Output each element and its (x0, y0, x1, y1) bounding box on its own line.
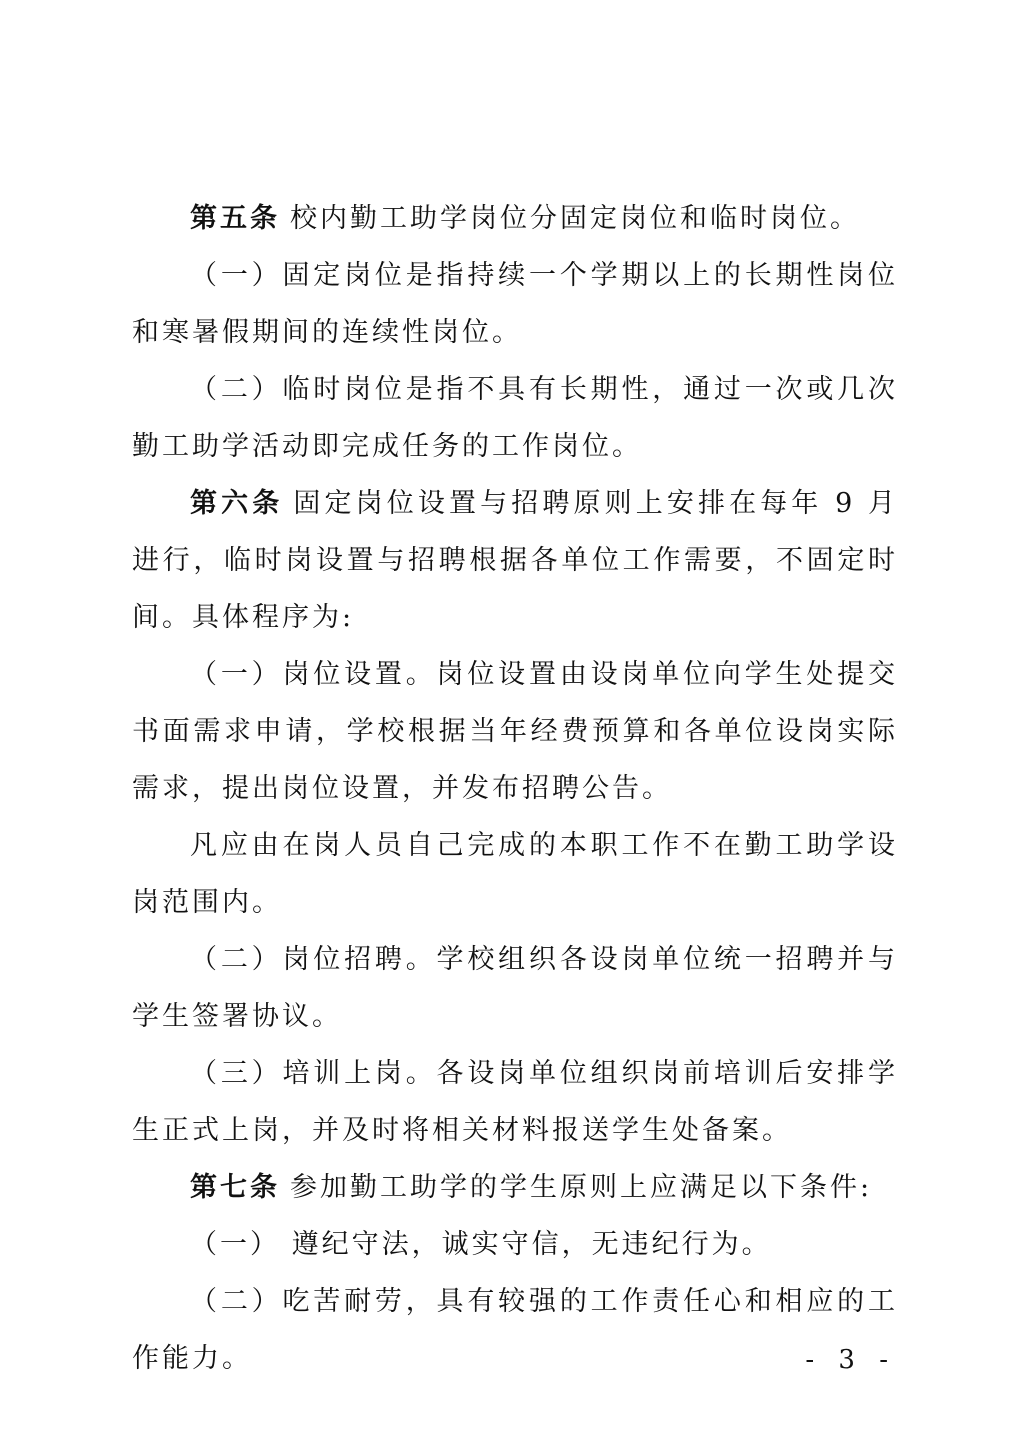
document-body (132, 190, 898, 1387)
paragraph-item (132, 817, 898, 931)
article-heading: 第五条 (190, 203, 280, 234)
paragraph-text: （一）岗位设置。岗位设置由设岗单位向学生处提交书面需求申请，学校根据当年经费预算和各单位设岗实际需求，提出岗位设置，并发布招聘公告。 (132, 659, 898, 804)
paragraph-item (132, 1045, 898, 1159)
paragraph-text: 参加勤工助学的学生原则上应满足以下条件: (290, 1172, 873, 1203)
paragraph-text: （一）固定岗位是指持续一个学期以上的长期性岗位和寒暑假期间的连续性岗位。 (132, 260, 898, 348)
page-number: - 3 - (805, 1345, 896, 1375)
paragraph-text: （一） 遵纪守法，诚实守信，无违纪行为。 (190, 1229, 772, 1260)
paragraph-article-6 (132, 475, 898, 646)
paragraph-item (132, 1216, 898, 1273)
paragraph-article-7 (132, 1159, 898, 1216)
paragraph-text: （二）吃苦耐劳，具有较强的工作责任心和相应的工作能力。 (132, 1286, 898, 1374)
paragraph-text: 凡应由在岗人员自己完成的本职工作不在勤工助学设岗范围内。 (132, 830, 898, 918)
paragraph-text: 固定岗位设置与招聘原则上安排在每年 9 月进行，临时岗设置与招聘根据各单位工作需要，不固定时间。具体程序为: (132, 488, 899, 633)
paragraph-text: （三）培训上岗。各设岗单位组织岗前培训后安排学生正式上岗，并及时将相关材料报送学生处备案。 (132, 1058, 898, 1146)
paragraph-item (132, 1273, 898, 1387)
paragraph-text: （二）岗位招聘。学校组织各设岗单位统一招聘并与学生签署协议。 (132, 944, 898, 1032)
article-heading: 第七条 (190, 1172, 280, 1203)
paragraph-item (132, 646, 898, 817)
paragraph-item (132, 361, 898, 475)
article-heading: 第六条 (190, 488, 284, 519)
paragraph-item (132, 247, 898, 361)
paragraph-text: （二）临时岗位是指不具有长期性，通过一次或几次勤工助学活动即完成任务的工作岗位。 (132, 374, 898, 462)
paragraph-article-5 (132, 190, 898, 247)
paragraph-text: 校内勤工助学岗位分固定岗位和临时岗位。 (290, 203, 860, 234)
paragraph-item (132, 931, 898, 1045)
